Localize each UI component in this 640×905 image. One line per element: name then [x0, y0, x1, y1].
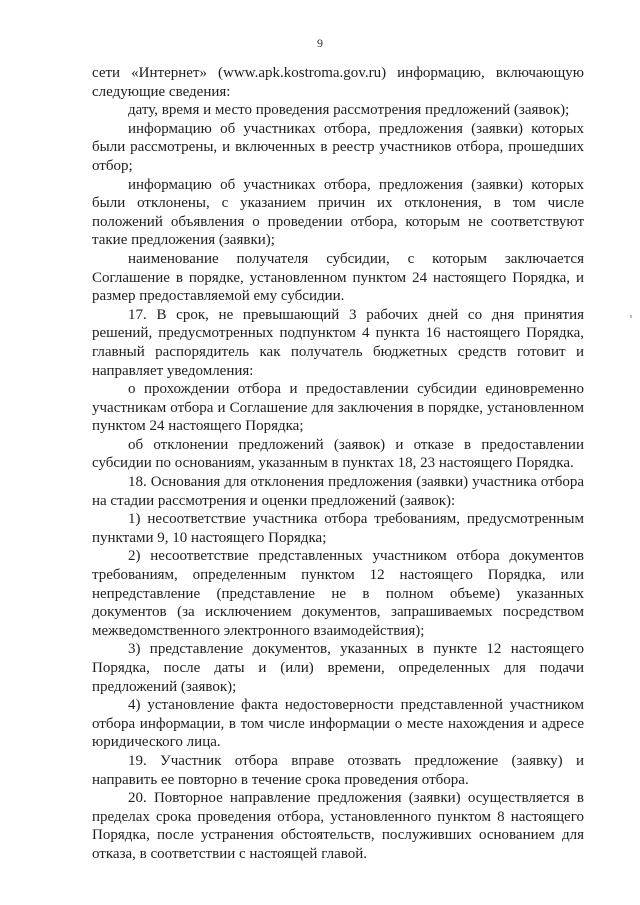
clause-17-notice-rejection: об отклонении предложений (заявок) и отказе в предоставлении субсидии по основаниям, указанным в пунктах 18, 23 настоящего Порядка. [92, 436, 584, 472]
clause-18: 18. Основания для отклонения предложения (заявки) участника отбора на стадии рассмотрения и оценки предложений (заявок): [92, 474, 584, 509]
list-item-considered-participants: информацию об участниках отбора, предложения (заявки) которых были рассмотрены, и включенных в реестр участников отбора, прошедших отбор; [92, 120, 584, 174]
clause-19: 19. Участник отбора вправе отозвать предложение (заявку) и направить ее повторно в течение срока проведения отбора. [92, 752, 584, 788]
scan-mark [630, 315, 632, 318]
clause-18-item-3: 3) представление документов, указанных в пункте 12 настоящего Порядка, после даты и (или) времени, определенных для подачи предложений (заявок); [92, 641, 584, 695]
list-item-rejected-participants: информацию об участниках отбора, предложения (заявки) которых были отклонены, с указанием причин их отклонения, в том числе положений объявления о проведении отбора, которым не соответствуют такие предложения (заявки); [92, 176, 584, 249]
clause-17-notice-approval: о прохождении отбора и предоставлении субсидии единовременно участникам отбора и Соглашение для заключения в порядке, установленном пунктом 24 настоящего Порядка; [92, 381, 584, 435]
document-body [92, 64, 584, 864]
list-item-recipient-name: наименование получателя субсидии, с которым заключается Соглашение в порядке, установленном пунктом 24 настоящего Порядка, и размер предоставляемой ему субсидии. [92, 250, 584, 305]
clause-18-item-1: 1) несоответствие участника отбора требованиям, предусмотренным пунктами 9, 10 настоящего Порядка; [92, 511, 584, 546]
clause-18-item-2: 2) несоответствие представленных участником отбора документов требованиям, определенным пунктом 12 настоящего Порядка, или непредставление (представление не в полном объеме) указанных документов (за исключением документов, запрашиваемых посредством межведомственного электронного взаимодействия); [92, 548, 584, 639]
list-item-date-time: дату, время и место проведения рассмотрения предложений (заявок); [128, 102, 570, 119]
page-number: 9 [317, 36, 323, 50]
clause-17: 17. В срок, не превышающий 3 рабочих дней со дня принятия решений, предусмотренных подпунктом 4 пункта 16 настоящего Порядка, главный распорядитель как получатель бюджетных средств готовит и направляет уведомления: [92, 306, 584, 379]
clause-18-item-4: 4) установление факта недостоверности представленной участником отбора информации, в том числе информации о месте нахождения и адресе юридического лица. [92, 697, 584, 751]
paragraph-continuation: сети «Интернет» (www.apk.kostroma.gov.ru) информацию, включающую следующие сведения: [92, 65, 584, 100]
clause-20: 20. Повторное направление предложения (заявки) осуществляется в пределах срока проведения отбора, установленного пунктом 8 настоящего Порядка, после устранения обстоятельств, послуживших основанием для отказа, в соответствии с настоящей главой. [92, 790, 584, 862]
